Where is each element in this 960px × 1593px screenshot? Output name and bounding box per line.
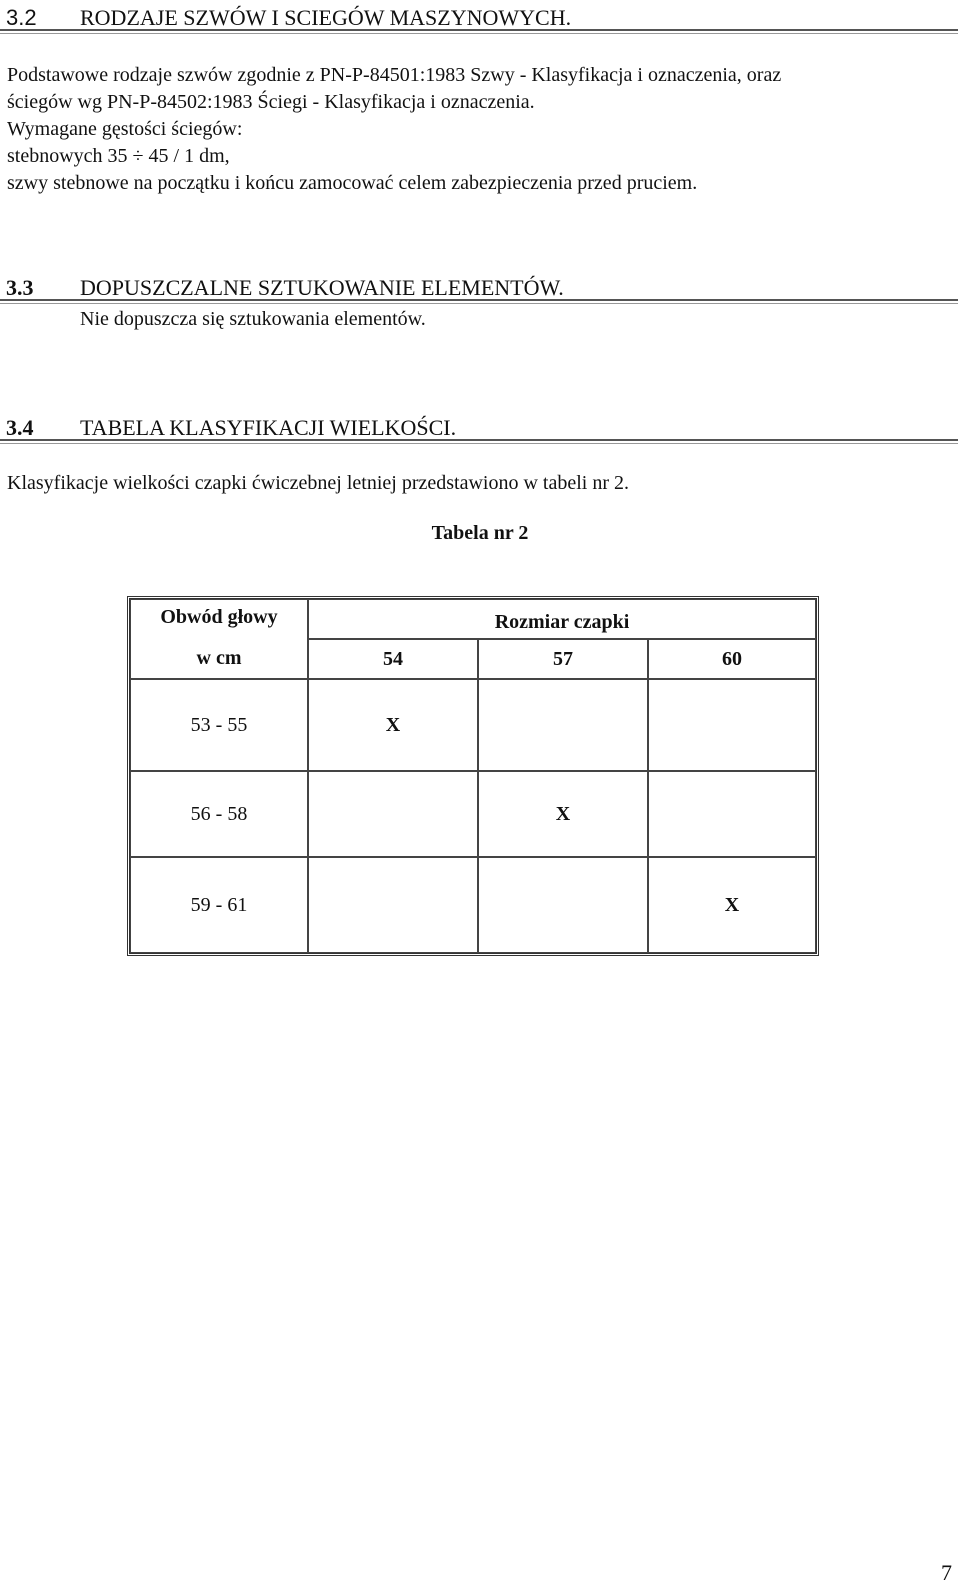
size-classification-table bbox=[127, 596, 819, 956]
range-cell: 56 - 58 bbox=[130, 771, 308, 857]
table-header-row bbox=[130, 599, 816, 639]
table-header-row bbox=[130, 639, 816, 679]
mark-cell bbox=[648, 771, 816, 857]
table-row bbox=[130, 679, 816, 771]
body-line: Podstawowe rodzaje szwów zgodnie z PN-P-84501:1983 Szwy - Klasyfikacja i oznaczenia, oraz bbox=[7, 64, 782, 86]
section-number: 3.3 bbox=[6, 275, 34, 300]
section-title: DOPUSZCZALNE SZTUKOWANIE ELEMENTÓW. bbox=[80, 275, 564, 300]
mark-cell: X bbox=[648, 857, 816, 953]
page-number: 7 bbox=[941, 1560, 952, 1585]
section-number: 3.4 bbox=[6, 415, 34, 440]
table-row bbox=[130, 857, 816, 953]
section-3-2-body bbox=[7, 62, 781, 197]
head-circumference-unit: w cm bbox=[130, 639, 308, 679]
section-3-4-body bbox=[7, 470, 629, 497]
mark-cell bbox=[308, 771, 478, 857]
heading-rule bbox=[0, 299, 958, 304]
section-heading-3-2 bbox=[0, 4, 958, 34]
table-caption: Tabela nr 2 bbox=[431, 522, 529, 544]
table-row bbox=[130, 771, 816, 857]
head-circumference-label: Obwód głowy bbox=[130, 599, 308, 639]
size-header: 60 bbox=[648, 639, 816, 679]
heading-rule bbox=[0, 29, 958, 34]
section-3-3-body bbox=[80, 306, 426, 333]
body-line: szwy stebnowe na początku i końcu zamocować celem zabezpieczenia przed pruciem. bbox=[7, 172, 698, 194]
mark-cell bbox=[478, 857, 648, 953]
body-line: Nie dopuszcza się sztukowania elementów. bbox=[80, 308, 426, 330]
range-cell: 59 - 61 bbox=[130, 857, 308, 953]
mark-cell: X bbox=[308, 679, 478, 771]
section-title: TABELA KLASYFIKACJI WIELKOŚCI. bbox=[80, 415, 457, 440]
body-line: ściegów wg PN-P-84502:1983 Ściegi - Klasyfikacja i oznaczenia. bbox=[7, 91, 535, 113]
size-header: 54 bbox=[308, 639, 478, 679]
mark-cell bbox=[648, 679, 816, 771]
body-line: Wymagane gęstości ściegów: bbox=[7, 118, 243, 140]
mark-cell: X bbox=[478, 771, 648, 857]
mark-cell bbox=[478, 679, 648, 771]
heading-rule bbox=[0, 439, 958, 444]
range-cell: 53 - 55 bbox=[130, 679, 308, 771]
section-title: RODZAJE SZWÓW I SCIEGÓW MASZYNOWYCH. bbox=[80, 5, 572, 30]
size-header: 57 bbox=[478, 639, 648, 679]
section-heading-3-4 bbox=[0, 414, 958, 444]
body-line: Klasyfikacje wielkości czapki ćwiczebnej letniej przedstawiono w tabeli nr 2. bbox=[7, 472, 629, 494]
mark-cell bbox=[308, 857, 478, 953]
cap-size-group-header: Rozmiar czapki bbox=[308, 599, 816, 639]
body-line: stebnowych 35 ÷ 45 / 1 dm, bbox=[7, 145, 230, 167]
section-number: 3.2 bbox=[6, 5, 37, 30]
section-heading-3-3 bbox=[0, 274, 958, 304]
